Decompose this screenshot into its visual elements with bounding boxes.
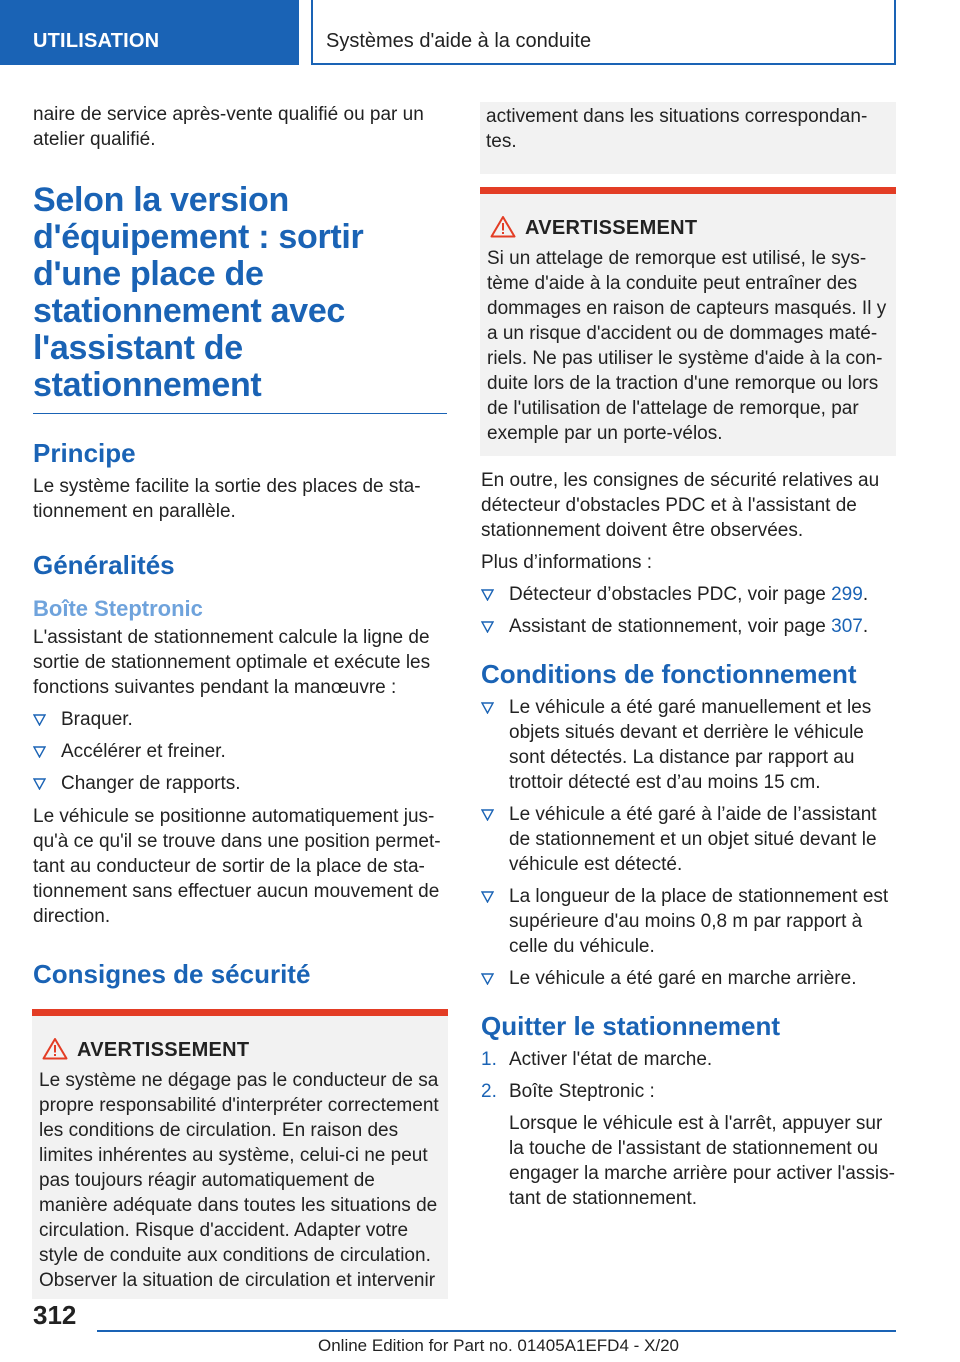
warning-continued-text: activement dans les situations correspondantes. (486, 106, 868, 152)
warning-triangle-icon (42, 1037, 68, 1060)
step-item (481, 1047, 895, 1072)
step-item (481, 1079, 895, 1211)
right-column (481, 102, 895, 1218)
warning-title (39, 1038, 441, 1062)
principe-text: Le système facilite la sortie des places de stationnement en parallèle. (33, 476, 421, 522)
step-number: 1. (481, 1049, 497, 1070)
list-item (481, 966, 895, 991)
list-item (33, 707, 447, 732)
step-number: 2. (481, 1081, 497, 1102)
reference-text: Assistant de stationnement, voir page (509, 616, 832, 637)
warning-text: Si un attelage de remorque est utilisé, le système d'aide à la conduite peut entraîner des dommages en raison de capteurs masqués. Il y a un risque d'accident ou de dommages matériels. Ne pas utiliser le système d'aide à la conduite lors de la traction d'une remorque ou lors de l'utilisation de l'attelage de remorque, par exemple par un porte-vélos. (487, 248, 887, 444)
warning-title (487, 216, 889, 240)
warning-text: Le système ne dégage pas le conducteur de sa propre responsabilité d'interpréter correctement les conditions de circulation. En raison des limites inhérentes au système, celui-ci ne peut pas toujours réagir automatiquement de manière adéquate dans toutes les situations de circulation. Risque d'accident. Adapter votre style de conduite aux conditions de circulation. Observer la situation de circulation et intervenir (39, 1070, 439, 1291)
left-column (33, 102, 447, 1299)
page-link[interactable]: 299 (831, 584, 863, 605)
list-item-text: Le véhicule a été garé en marche arrière. (509, 968, 857, 989)
list-item (33, 771, 447, 796)
triangle-bullet-icon (481, 973, 494, 985)
header-section-label: UTILISATION (33, 30, 160, 52)
triangle-bullet-icon (481, 891, 494, 903)
footer-edition: Online Edition for Part no. 01405A1EFD4 - X/20 (318, 1336, 679, 1355)
warning-continued-box (480, 102, 896, 174)
reference-list (481, 582, 895, 639)
warning-box (480, 187, 896, 456)
triangle-bullet-icon (33, 714, 46, 726)
list-item-text: Le véhicule a été garé manuellement et les objets situés devant et derrière le véhicule sont détectés. La distance par rapport au trottoir détecté est d’au moins 15 cm. (509, 697, 872, 793)
list-item (481, 802, 895, 877)
warning-title-text: AVERTISSEMENT (77, 1039, 250, 1061)
reference-text: Détecteur d’obstacles PDC, voir page (509, 584, 832, 605)
generalites-heading: Généralités (33, 550, 175, 580)
list-item (481, 614, 895, 639)
list-item-text: Changer de rapports. (61, 773, 241, 794)
triangle-bullet-icon (33, 778, 46, 790)
position-text: Le véhicule se positionne automatiquement jusqu'à ce qu'il se trouve dans une position permettant au conducteur de sortir de la place de stationnement sans effectuer aucun mouvement de direction. (33, 806, 441, 927)
header-chapter-box (311, 0, 896, 65)
reference-end: . (862, 616, 869, 637)
header-chapter-label: Systèmes d'aide à la conduite (326, 30, 592, 52)
consignes-heading: Consignes de sécurité (33, 959, 311, 989)
footer-divider (97, 1330, 896, 1332)
step-text: Boîte Steptronic : (509, 1081, 655, 1102)
conditions-list (481, 695, 895, 991)
boite-text: L'assistant de stationnement calcule la ligne de sortie de stationnement optimale et exécute les fonctions suivantes pendant la manœuvre : (33, 627, 431, 698)
triangle-bullet-icon (481, 702, 494, 714)
page-number: 312 (33, 1300, 77, 1330)
page-link[interactable]: 307 (831, 616, 863, 637)
steps-list (481, 1047, 895, 1211)
warning-title-text: AVERTISSEMENT (525, 217, 698, 239)
list-item (481, 884, 895, 959)
quitter-heading: Quitter le stationnement (481, 1011, 781, 1041)
more-info-text: Plus d’informations : (481, 552, 653, 573)
step-text: Activer l'état de marche. (509, 1049, 713, 1070)
boite-heading: Boîte Steptronic (33, 596, 203, 621)
principe-heading: Principe (33, 438, 136, 468)
list-item-text: Accélérer et freiner. (61, 741, 226, 762)
intro-text: naire de service après-vente qualifié ou par un atelier qualifié. (33, 104, 424, 150)
header-section-tab (0, 0, 299, 65)
list-item (33, 739, 447, 764)
conditions-heading: Conditions de fonctionnement (481, 659, 857, 689)
list-item-text: Braquer. (61, 709, 133, 730)
section-title: Selon la version d'équipement : sortir d'une place de stationnement avec l'assistant de stationnement (33, 182, 447, 414)
warning-box (32, 1009, 448, 1299)
list-item-text: La longueur de la place de stationnement est supérieure d'au moins 0,8 m par rapport à celle du véhicule. (509, 886, 889, 957)
reference-end: . (862, 584, 869, 605)
list-item (481, 695, 895, 795)
warning-triangle-icon (490, 215, 516, 238)
triangle-bullet-icon (481, 809, 494, 821)
triangle-bullet-icon (481, 621, 494, 633)
list-item-text: Le véhicule a été garé à l’aide de l’assistant de stationnement et un objet situé devant le véhicule est détecté. (509, 804, 877, 875)
triangle-bullet-icon (33, 746, 46, 758)
list-item (481, 582, 895, 607)
step-subtext: Lorsque le véhicule est à l'arrêt, appuyer sur la touche de l'assistant de stationnement ou engager la marche arrière pour activer l'assistant de stationnement. (509, 1113, 895, 1209)
triangle-bullet-icon (481, 589, 494, 601)
boite-list (33, 707, 447, 796)
also-text: En outre, les consignes de sécurité relatives au détecteur d'obstacles PDC et à l'assistant de stationnement doivent être observées. (481, 470, 880, 541)
